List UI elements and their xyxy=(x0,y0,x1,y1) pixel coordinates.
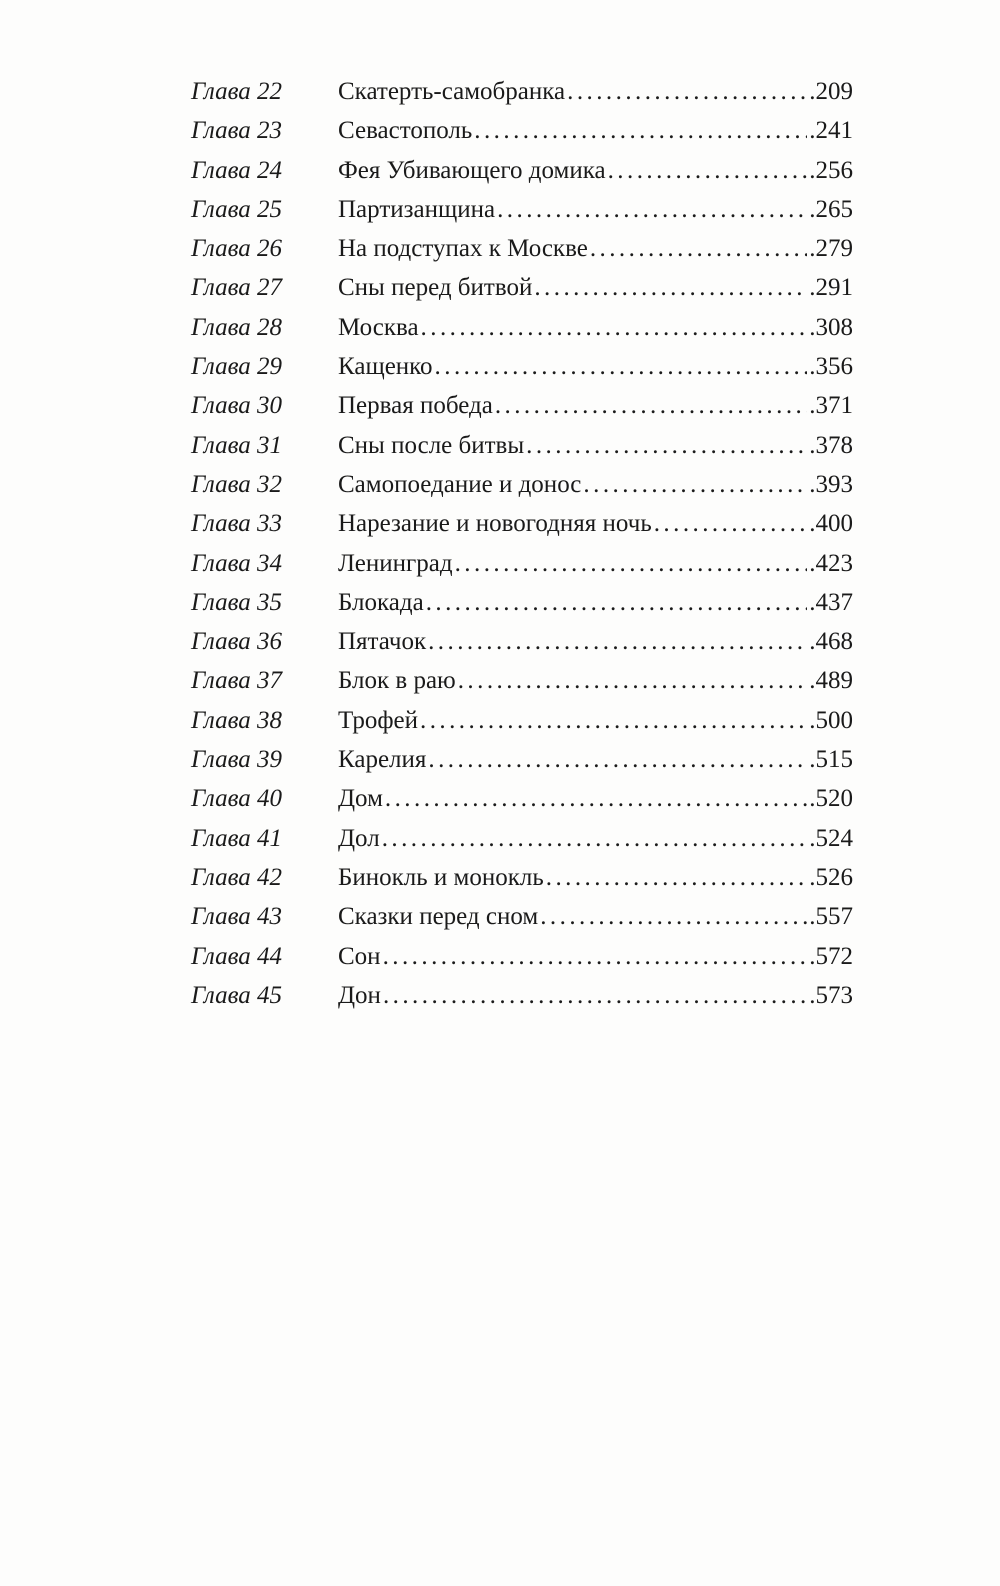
chapter-label: Глава 32 xyxy=(191,470,283,498)
toc-entry xyxy=(191,864,853,903)
toc-entry xyxy=(191,628,853,667)
toc-entry xyxy=(191,785,853,824)
page-number: .437 xyxy=(809,588,853,616)
chapter-label: Глава 40 xyxy=(191,785,283,813)
dot-leader xyxy=(383,943,808,971)
chapter-label: Глава 43 xyxy=(191,903,283,931)
page-number: .279 xyxy=(809,235,853,263)
toc-entry xyxy=(191,392,853,431)
toc-entry xyxy=(191,550,853,589)
dot-leader xyxy=(455,550,808,578)
chapter-title: Карелия xyxy=(338,746,427,774)
page-number: .468 xyxy=(809,628,853,656)
page-number: .209 xyxy=(809,78,853,105)
dot-leader xyxy=(382,825,808,853)
chapter-label: Глава 34 xyxy=(191,549,283,577)
page-number: .378 xyxy=(809,431,853,459)
table-of-contents xyxy=(191,78,853,1021)
chapter-title: Блок в раю xyxy=(338,667,456,695)
chapter-title: Сон xyxy=(338,942,381,970)
toc-entry xyxy=(191,825,853,864)
toc-entry xyxy=(191,589,853,628)
dot-leader xyxy=(495,392,807,420)
chapter-title: Трофей xyxy=(338,706,418,734)
dot-leader xyxy=(421,314,808,342)
chapter-title: Сны перед битвой xyxy=(338,274,533,302)
chapter-label: Глава 44 xyxy=(191,942,283,970)
chapter-label: Глава 24 xyxy=(191,156,283,184)
dot-leader xyxy=(546,864,808,892)
dot-leader xyxy=(583,471,807,499)
toc-entry xyxy=(191,903,853,942)
dot-leader xyxy=(474,117,807,145)
dot-leader xyxy=(385,785,807,813)
chapter-label: Глава 28 xyxy=(191,313,283,341)
toc-entry xyxy=(191,78,853,117)
dot-leader xyxy=(428,628,807,656)
page-number: .356 xyxy=(809,353,853,381)
page-number: .265 xyxy=(809,195,853,223)
chapter-label: Глава 22 xyxy=(191,78,283,105)
dot-leader xyxy=(428,746,807,774)
toc-entry xyxy=(191,746,853,785)
chapter-label: Глава 36 xyxy=(191,628,283,656)
chapter-title: Первая победа xyxy=(338,392,493,420)
chapter-label: Глава 33 xyxy=(191,510,283,538)
dot-leader xyxy=(497,196,807,224)
page-number: .400 xyxy=(809,510,853,538)
dot-leader xyxy=(420,707,807,735)
chapter-label: Глава 45 xyxy=(191,981,283,1009)
chapter-title: Нарезание и новогодняя ночь xyxy=(338,510,652,538)
toc-entry xyxy=(191,707,853,746)
chapter-title: Ленинград xyxy=(338,549,453,577)
chapter-label: Глава 37 xyxy=(191,667,283,695)
dot-leader xyxy=(590,235,807,263)
page-number: .241 xyxy=(809,117,853,145)
page-number: .524 xyxy=(809,824,853,852)
dot-leader xyxy=(383,982,807,1010)
toc-entry xyxy=(191,235,853,274)
toc-entry xyxy=(191,667,853,706)
chapter-label: Глава 25 xyxy=(191,195,283,223)
chapter-title: Дол xyxy=(338,824,380,852)
toc-entry xyxy=(191,432,853,471)
toc-entry xyxy=(191,471,853,510)
dot-leader xyxy=(435,353,808,381)
chapter-label: Глава 27 xyxy=(191,274,283,302)
chapter-label: Глава 39 xyxy=(191,746,283,774)
dot-leader xyxy=(458,667,808,695)
chapter-label: Глава 26 xyxy=(191,235,283,263)
dot-leader xyxy=(526,432,807,460)
page-number: .500 xyxy=(809,706,853,734)
page-number: .393 xyxy=(809,470,853,498)
page-number: .557 xyxy=(809,903,853,931)
chapter-label: Глава 31 xyxy=(191,431,283,459)
chapter-title: Самопоедание и донос xyxy=(338,470,582,498)
toc-entry xyxy=(191,314,853,353)
page-number: .489 xyxy=(809,667,853,695)
chapter-title: Севастополь xyxy=(338,117,473,145)
chapter-title: Дон xyxy=(338,981,381,1009)
chapter-title: Сны после битвы xyxy=(338,431,525,459)
chapter-title: Партизанщина xyxy=(338,195,496,223)
page-number: .256 xyxy=(809,156,853,184)
toc-entry xyxy=(191,196,853,235)
chapter-label: Глава 38 xyxy=(191,706,283,734)
chapter-title: Дом xyxy=(338,785,383,813)
page-number: .573 xyxy=(809,981,853,1009)
chapter-title: Кащенко xyxy=(338,353,433,381)
chapter-label: Глава 35 xyxy=(191,588,283,616)
toc-entry xyxy=(191,982,853,1021)
chapter-title: Пятачок xyxy=(338,628,427,656)
toc-entry xyxy=(191,510,853,549)
page-number: .526 xyxy=(809,863,853,891)
page-number: .308 xyxy=(809,313,853,341)
chapter-title: Сказки перед сном xyxy=(338,903,539,931)
chapter-label: Глава 41 xyxy=(191,824,283,852)
dot-leader xyxy=(654,510,808,538)
chapter-title: Скатерть-самобранка xyxy=(338,78,566,105)
chapter-title: Блокада xyxy=(338,588,424,616)
page-number: .515 xyxy=(809,746,853,774)
page-number: .572 xyxy=(809,942,853,970)
page-number: .520 xyxy=(809,785,853,813)
dot-leader xyxy=(567,78,807,106)
chapter-title: Фея Убивающего домика xyxy=(338,156,606,184)
toc-entry xyxy=(191,117,853,156)
dot-leader xyxy=(534,274,807,302)
chapter-title: Москва xyxy=(338,313,419,341)
chapter-title: На подступах к Москве xyxy=(338,235,588,263)
toc-entry xyxy=(191,274,853,313)
dot-leader xyxy=(426,589,808,617)
dot-leader xyxy=(608,157,808,185)
chapter-label: Глава 30 xyxy=(191,392,283,420)
chapter-label: Глава 29 xyxy=(191,353,283,381)
chapter-title: Бинокль и монокль xyxy=(338,863,544,891)
page-number: .423 xyxy=(809,549,853,577)
toc-entry xyxy=(191,353,853,392)
chapter-label: Глава 23 xyxy=(191,117,283,145)
page-number: .371 xyxy=(809,392,853,420)
chapter-label: Глава 42 xyxy=(191,863,283,891)
toc-entry xyxy=(191,157,853,196)
dot-leader xyxy=(540,903,807,931)
toc-entry xyxy=(191,943,853,982)
page-number: .291 xyxy=(809,274,853,302)
